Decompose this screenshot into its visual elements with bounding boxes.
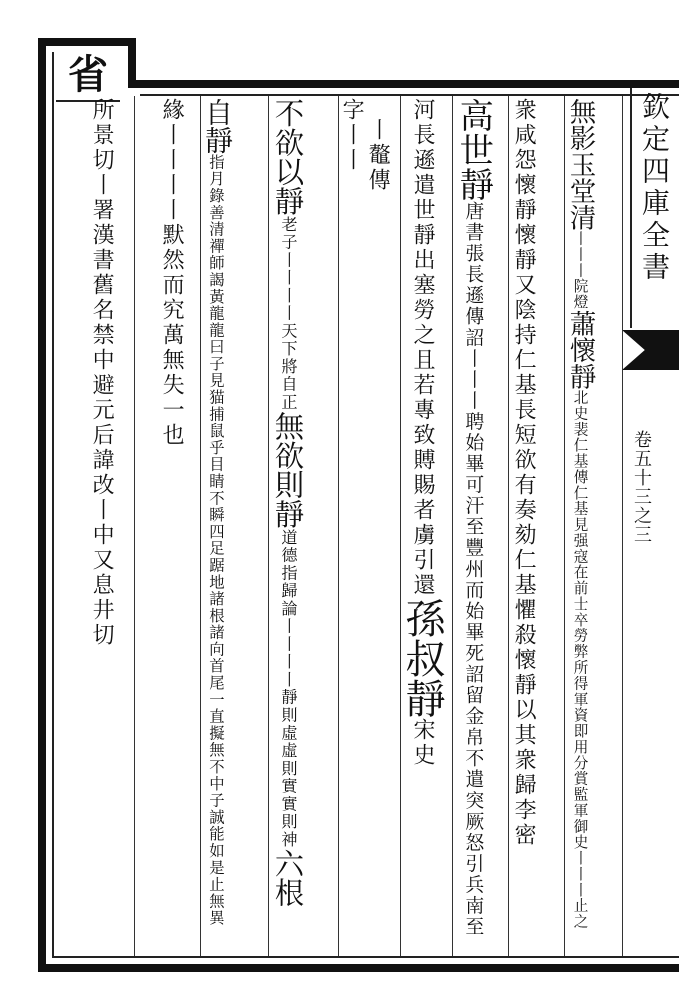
headword: 六根 bbox=[270, 848, 305, 908]
text-column-4 bbox=[399, 98, 445, 768]
frame-left-rule bbox=[38, 38, 46, 972]
inner-bottom-rule bbox=[52, 956, 679, 958]
book-title: 欽定四庫全書 bbox=[638, 92, 671, 284]
text-column-5 bbox=[366, 118, 389, 193]
column-rule bbox=[622, 96, 623, 956]
column-rule bbox=[400, 96, 401, 956]
headword: 孫叔靜 bbox=[399, 598, 445, 718]
volume-label: 卷五十三之三 bbox=[631, 430, 652, 544]
text-column-3 bbox=[453, 98, 494, 938]
column-rule bbox=[200, 96, 201, 956]
column-rule bbox=[268, 96, 269, 956]
text-column-1 bbox=[564, 98, 596, 930]
column-rule bbox=[134, 96, 135, 956]
section-label: 省 bbox=[68, 51, 108, 98]
frame-top-left-rule bbox=[38, 38, 134, 46]
section-label-box bbox=[56, 50, 120, 102]
annotation-text: 緣丨丨丨丨默然而究萬無失一也 bbox=[159, 98, 185, 448]
headword: 不欲以靜 bbox=[270, 98, 305, 216]
frame-bottom-rule bbox=[38, 964, 679, 972]
annotation-text: 河長遜遣世靜出塞勞之且若專致賻賜者虜引還 bbox=[410, 98, 435, 598]
annotation-text: 宋史 bbox=[410, 718, 435, 768]
annotation-text: 丨丨丨院燈 bbox=[571, 230, 589, 311]
headword: 蕭懷靜 bbox=[564, 310, 596, 390]
frame-top-rule bbox=[128, 80, 679, 88]
annotation-text: 道德指歸論丨丨丨丨靜則虛虛則實實則神 bbox=[278, 528, 298, 849]
text-column-10 bbox=[90, 98, 113, 648]
annotation-text: 衆咸怨懷靜懷靜又陰持仁基長短欲有奏劾仁基懼殺懷靜以其衆歸李密 bbox=[511, 98, 537, 848]
text-column-2 bbox=[512, 98, 535, 848]
text-column-8 bbox=[199, 98, 233, 927]
fish-tail-ornament bbox=[622, 330, 679, 370]
annotation-text: 字丨丨 bbox=[339, 98, 365, 173]
annotation-text: 唐書張長遜傳詔丨丨丨聘始畢可汗至豐州而始畢死詔留金帛不遣突厥怒引兵南至 bbox=[462, 200, 485, 938]
headword: 自靜 bbox=[199, 98, 233, 154]
headword: 無影玉堂清 bbox=[564, 98, 596, 231]
column-rule bbox=[508, 96, 509, 956]
column-rule bbox=[452, 96, 453, 956]
annotation-text: 丨鼇傳 bbox=[365, 118, 391, 193]
annotation-text: 北史裴仁基傳仁基見强寇在前士卒勞弊所得軍資即用分賞監軍御史丨丨丨止之 bbox=[571, 389, 589, 930]
column-rule bbox=[338, 96, 339, 956]
annotation-text: 指月錄善清禪師謁黃龍龍曰子見猫捕鼠乎目睛不瞬四足踞地諸根諸向首尾一直擬無不中子誠能如是止無異 bbox=[206, 153, 225, 927]
text-column-6 bbox=[340, 98, 363, 173]
text-column-7 bbox=[270, 98, 305, 908]
annotation-text: 所景切丨署漢書舊名禁中避元后諱改丨中又息井切 bbox=[89, 98, 115, 648]
headword: 無欲則靜 bbox=[270, 411, 305, 529]
headword: 高世靜 bbox=[453, 98, 494, 201]
inner-left-rule bbox=[52, 52, 54, 958]
text-column-9 bbox=[160, 98, 183, 448]
inner-top-rule bbox=[140, 94, 679, 96]
annotation-text: 老子丨丨丨丨天下將自正 bbox=[278, 215, 298, 412]
